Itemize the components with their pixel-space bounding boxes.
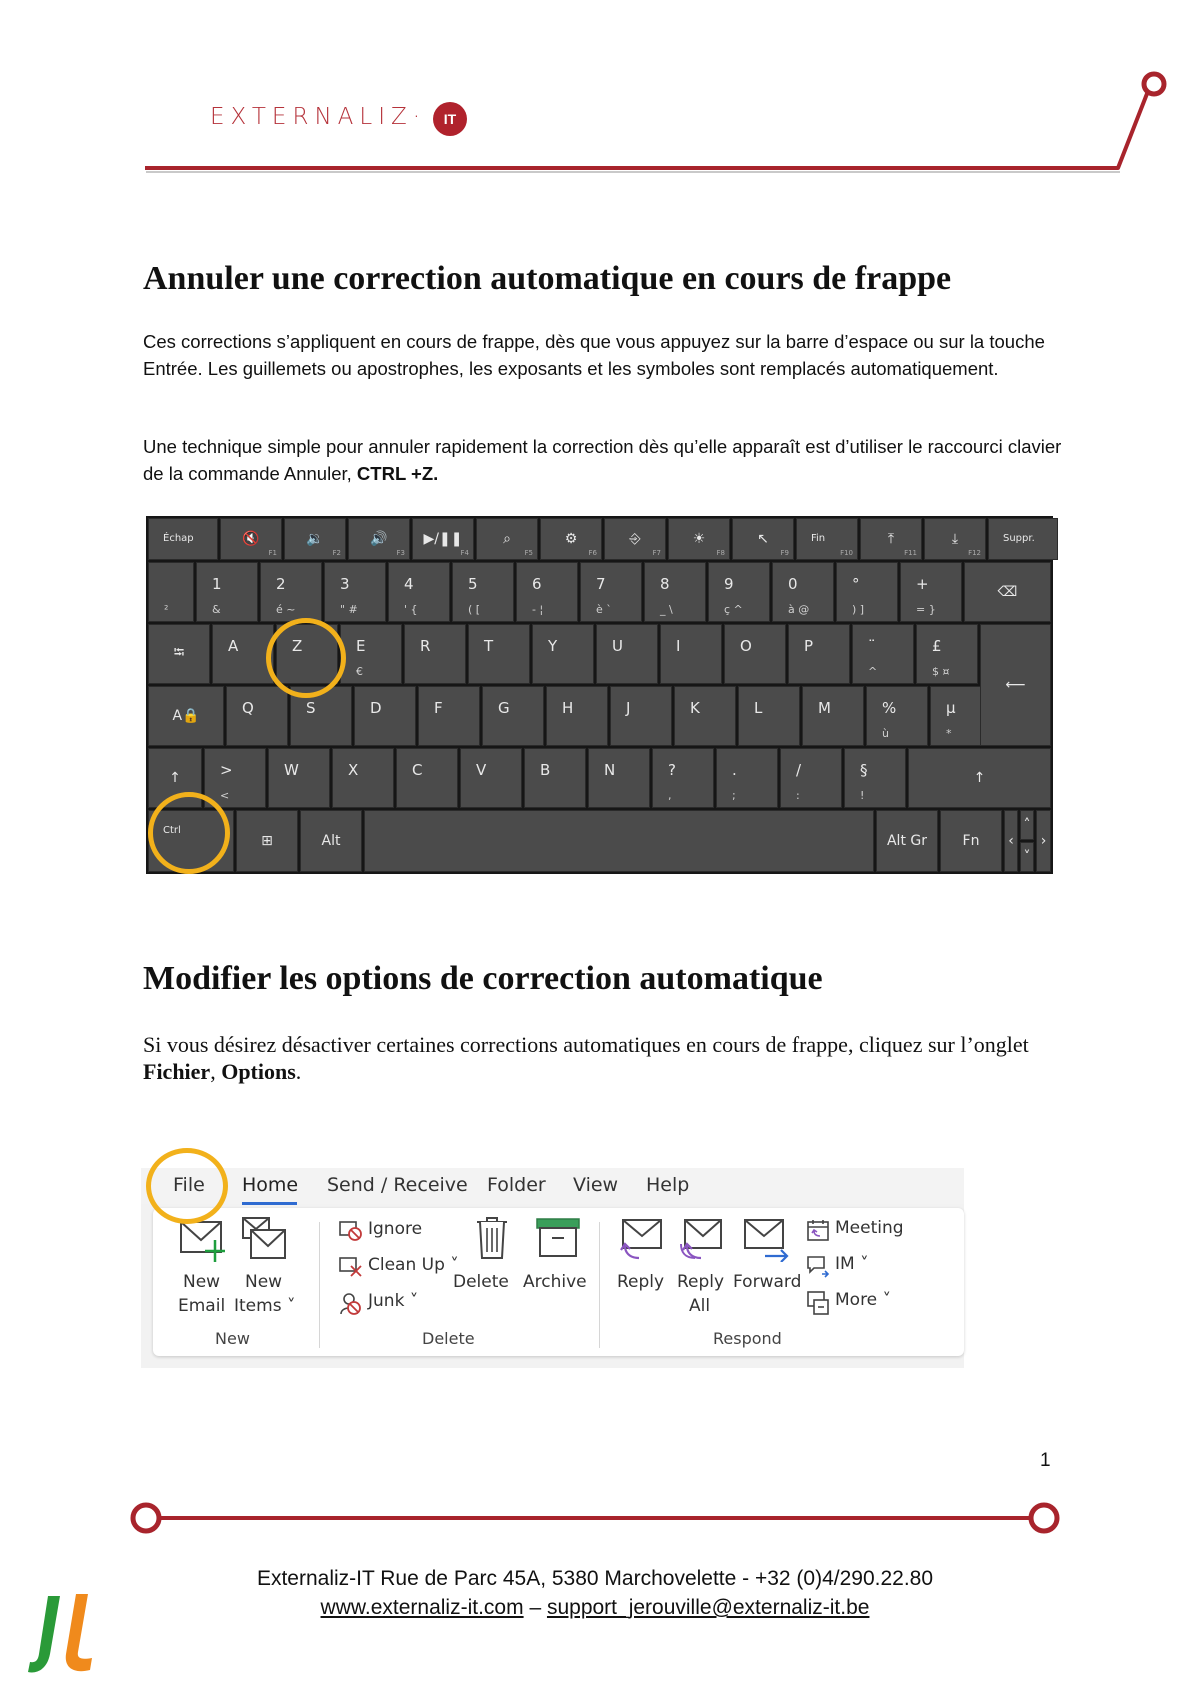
- number-key: [900, 562, 962, 622]
- letter-key-t: [468, 624, 530, 684]
- meeting-icon: [806, 1218, 830, 1242]
- letter-key-o: [724, 624, 786, 684]
- fn-key: [348, 518, 410, 560]
- key-sublabel: ²: [164, 603, 169, 616]
- number-key: [324, 562, 386, 622]
- section1-paragraph2-text: Une technique simple pour annuler rapidement la correction dès qu’elle apparaît est d’utiliser le raccourci clavier de la commande Annuler,: [143, 436, 1062, 484]
- key-label: 8: [660, 575, 670, 593]
- key-label: %: [882, 699, 897, 717]
- letter-key-q: [226, 686, 288, 746]
- key-label: ⎆: [629, 531, 641, 547]
- arrow-right-key: [1036, 810, 1051, 872]
- key-label: 6: [532, 575, 542, 593]
- options-text: Options: [221, 1059, 296, 1084]
- ribbon-panel: [153, 1208, 964, 1356]
- footer-address: Externaliz-IT Rue de Parc 45A, 5380 Marchovelette - +32 (0)4/290.22.80: [256, 1567, 934, 1590]
- key-fn-label: F9: [780, 549, 789, 557]
- reply-icon: [619, 1218, 665, 1262]
- group-respond-label: Respond: [713, 1329, 782, 1348]
- letter-key-g: [482, 686, 544, 746]
- number-key: [452, 562, 514, 622]
- key-sublabel: ;: [732, 789, 736, 802]
- symbol-key: [652, 748, 714, 808]
- reply-all-icon: [679, 1218, 725, 1262]
- key-sublabel: ' {: [404, 603, 418, 616]
- backspace-key: [964, 562, 1051, 622]
- key-label: Suppr.: [1003, 533, 1035, 544]
- key-label: J: [626, 699, 631, 717]
- key-label: ⚙: [564, 531, 578, 547]
- key-label: W: [284, 761, 299, 779]
- key-sublabel: ) ]: [852, 603, 865, 616]
- tab-key: [148, 624, 210, 684]
- archive-label: Archive: [523, 1272, 587, 1292]
- key-label: 1: [212, 575, 222, 593]
- fn-key: [540, 518, 602, 560]
- tab-file[interactable]: File: [173, 1174, 205, 1196]
- letter-key-y: [532, 624, 594, 684]
- fn-key: [220, 518, 282, 560]
- key-sublabel: = }: [916, 603, 936, 616]
- footer-decoration: [0, 1490, 1190, 1540]
- letter-key-p: [788, 624, 850, 684]
- key-label: ⌕: [503, 531, 511, 547]
- key-sublabel: à @: [788, 603, 810, 616]
- fn-key: [860, 518, 922, 560]
- active-tab-indicator: [242, 1202, 297, 1205]
- z-key-highlight: [266, 618, 346, 698]
- key-label: A🔒: [172, 708, 200, 724]
- forward-icon: [743, 1218, 791, 1262]
- key-label: X: [348, 761, 359, 779]
- key-label: §: [860, 761, 868, 779]
- section2-paragraph-text: Si vous désirez désactiver certaines corrections automatiques en cours de frappe, cliquez sur l’onglet: [143, 1032, 1029, 1057]
- key-label: L: [754, 699, 763, 717]
- key-label: Alt Gr: [886, 833, 927, 849]
- key-sublabel: ( [: [468, 603, 481, 616]
- arrow-left-key: [1004, 810, 1018, 872]
- arrow-up-key: [1020, 810, 1034, 840]
- jl-logo: [26, 1592, 98, 1678]
- key-sublabel: *: [946, 727, 952, 740]
- key-label: Q: [242, 699, 254, 717]
- key-sublabel: <: [220, 789, 230, 802]
- file-tab-highlight: [146, 1148, 228, 1224]
- key-sublabel: ,: [668, 789, 672, 802]
- key-label: 🔇: [242, 531, 260, 547]
- tab-view[interactable]: View: [573, 1174, 619, 1196]
- number-key: [644, 562, 706, 622]
- ignore-icon: [339, 1220, 363, 1242]
- alt-gr-key: [876, 810, 938, 872]
- clean-up-label: Clean Up ˅: [368, 1255, 459, 1275]
- key-label: 2: [276, 575, 286, 593]
- fn-key: [924, 518, 986, 560]
- key-label: Ctrl: [163, 825, 181, 836]
- key-label: Y: [548, 637, 558, 655]
- group-separator: [599, 1222, 600, 1348]
- symbol-key: [852, 624, 914, 684]
- caps-lock-key: [148, 686, 224, 746]
- key-sublabel: ç ^: [724, 603, 743, 616]
- tab-home[interactable]: Home: [242, 1174, 299, 1196]
- key-label: E: [356, 637, 366, 655]
- key-label: M: [818, 699, 831, 717]
- number-key: [772, 562, 834, 622]
- key-fn-label: F3: [396, 549, 405, 557]
- logo-badge: IT: [433, 102, 467, 136]
- forward-label: Forward: [733, 1272, 802, 1292]
- new-email-label-2: Email: [178, 1296, 226, 1316]
- key-label: ⌫: [997, 584, 1018, 600]
- symbol-key: [866, 686, 928, 746]
- key-label: ↖: [757, 531, 769, 547]
- key-label: Alt: [321, 833, 341, 849]
- section2-title: Modifier les options de correction automatique: [143, 960, 823, 997]
- key-label: F: [434, 699, 443, 717]
- key-label: .: [732, 761, 737, 779]
- section1-paragraph1: Ces corrections s’appliquent en cours de frappe, dès que vous appuyez sur la barre d’espace ou sur la touche Entrée. Les guillemets ou apostrophes, les exposants et les symboles sont remplacés automatiquement.: [143, 331, 1045, 379]
- key-fn-label: F6: [588, 549, 597, 557]
- key-label: ›: [1040, 833, 1047, 849]
- header-decoration: [0, 0, 1190, 190]
- key-label: ⤒: [887, 531, 895, 547]
- key-label: ⊞: [261, 833, 273, 849]
- key-fn-label: F1: [268, 549, 277, 557]
- key-fn-label: F11: [904, 549, 917, 557]
- key-label: 7: [596, 575, 606, 593]
- number-key: [708, 562, 770, 622]
- right-shift-key: [908, 748, 1051, 808]
- key-label: ˅: [1023, 849, 1031, 865]
- fn-key: [476, 518, 538, 560]
- alt-key: [300, 810, 362, 872]
- letter-key-a: [212, 624, 274, 684]
- key-label: ↑: [169, 770, 181, 786]
- letter-key-j: [610, 686, 672, 746]
- section1-paragraph2: [143, 433, 1063, 487]
- key-fn-label: F10: [840, 549, 853, 557]
- key-label: µ: [946, 699, 956, 717]
- letter-key-n: [588, 748, 650, 808]
- key-label: ?: [668, 761, 676, 779]
- number-key: [836, 562, 898, 622]
- key-label: D: [370, 699, 382, 717]
- im-label: IM ˅: [835, 1254, 869, 1274]
- fn-key: [796, 518, 858, 560]
- key-label: 🔉: [306, 531, 324, 547]
- key-label: 0: [788, 575, 798, 593]
- key-label: ‹: [1008, 833, 1014, 849]
- ctrl-key-highlight: [148, 792, 230, 874]
- group-new-label: New: [215, 1329, 250, 1348]
- archive-icon: [536, 1218, 580, 1258]
- key-sublabel: ^: [868, 665, 878, 678]
- key-sublabel: - ¦: [532, 603, 544, 616]
- key-label: V: [476, 761, 487, 779]
- fn-key: [284, 518, 346, 560]
- footer-links: [0, 1596, 1190, 1620]
- group-delete-label: Delete: [422, 1329, 475, 1348]
- key-label: ☀: [692, 531, 706, 547]
- key-fn-label: F2: [332, 549, 341, 557]
- new-email-label-1: New: [183, 1272, 221, 1292]
- letter-key-i: [660, 624, 722, 684]
- letter-key-h: [546, 686, 608, 746]
- key-sublabel: è `: [596, 603, 612, 616]
- key-label: >: [220, 761, 233, 779]
- key-label: Échap: [163, 533, 194, 544]
- clean-up-icon: [339, 1256, 363, 1278]
- key-label: £: [932, 637, 942, 655]
- symbol-key: [716, 748, 778, 808]
- key-sublabel: &: [212, 603, 221, 616]
- trash-icon: [475, 1216, 509, 1260]
- key-label: A: [228, 637, 239, 655]
- key-fn-label: F4: [460, 549, 469, 557]
- key-label: ⟵: [1005, 677, 1026, 693]
- number-key: [388, 562, 450, 622]
- fn-modifier-key: [940, 810, 1002, 872]
- key-label: N: [604, 761, 616, 779]
- keyboard-image: [146, 516, 1053, 874]
- key-label: ˄: [1023, 817, 1031, 833]
- meeting-label: Meeting: [835, 1218, 904, 1238]
- key-fn-label: F12: [968, 549, 981, 557]
- symbol-key: [844, 748, 906, 808]
- key-sublabel: _ \: [660, 603, 673, 616]
- ignore-label: Ignore: [368, 1219, 423, 1239]
- fn-key: [732, 518, 794, 560]
- letter-key-m: [802, 686, 864, 746]
- shortcut-text: CTRL +Z.: [356, 463, 439, 484]
- windows-key: [236, 810, 298, 872]
- key-sublabel: é ~: [276, 603, 296, 616]
- junk-icon: [339, 1292, 363, 1316]
- key-label: 3: [340, 575, 350, 593]
- key-sublabel: !: [860, 789, 865, 802]
- key-label: C: [412, 761, 423, 779]
- key-label: °: [852, 575, 860, 593]
- key-label: Z: [292, 637, 303, 655]
- key-label: +: [916, 575, 929, 593]
- key-label: 4: [404, 575, 414, 593]
- letter-key-l: [738, 686, 800, 746]
- fn-key: [148, 518, 218, 560]
- key-sublabel: €: [356, 665, 363, 678]
- footer-separator: –: [529, 1596, 542, 1619]
- key-label: H: [562, 699, 574, 717]
- letter-key-x: [332, 748, 394, 808]
- company-logo: [210, 100, 470, 146]
- letter-key-b: [524, 748, 586, 808]
- key-label: U: [612, 637, 623, 655]
- key-label: I: [676, 637, 681, 655]
- letter-key-f: [418, 686, 480, 746]
- key-fn-label: F8: [716, 549, 725, 557]
- section2-paragraph: Si vous désirez désactiver certaines corrections automatiques en cours de frappe, cliquez sur l’onglet Fichier, Options.: [143, 1032, 1029, 1084]
- logo-wordmark: EXTERNALIZ·: [210, 104, 427, 130]
- website-link[interactable]: www.externaliz-it.com: [320, 1596, 524, 1619]
- page-number: 1: [1040, 1450, 1051, 1471]
- key-label: Fn: [962, 833, 980, 849]
- letter-key-c: [396, 748, 458, 808]
- new-items-label-2: Items ˅: [234, 1296, 296, 1316]
- key-label: 9: [724, 575, 734, 593]
- reply-all-label-1: Reply: [677, 1272, 725, 1292]
- letter-key-e: [340, 624, 402, 684]
- im-icon: [806, 1254, 830, 1278]
- key-label: G: [498, 699, 510, 717]
- fn-key: [668, 518, 730, 560]
- key-label: ⤓: [951, 531, 959, 547]
- outlook-ribbon: [141, 1168, 964, 1368]
- letter-key-d: [354, 686, 416, 746]
- letter-key-w: [268, 748, 330, 808]
- number-key: [580, 562, 642, 622]
- key-label: ▶/❚❚: [423, 531, 463, 547]
- key-sublabel: " #: [340, 603, 358, 616]
- new-items-icon: [241, 1216, 289, 1264]
- key-label: ¨: [868, 637, 876, 655]
- number-key: [516, 562, 578, 622]
- reply-all-label-2: All: [689, 1296, 711, 1316]
- key-sublabel: ù: [882, 727, 889, 740]
- key-label: 5: [468, 575, 478, 593]
- key-label: T: [484, 637, 494, 655]
- key-label: ⭾: [173, 645, 185, 661]
- enter-key: [980, 624, 1051, 746]
- symbol-key: [916, 624, 978, 684]
- letter-key-u: [596, 624, 658, 684]
- tab-help[interactable]: Help: [646, 1174, 690, 1196]
- key-label: 🔊: [370, 531, 388, 547]
- key-fn-label: F5: [524, 549, 533, 557]
- key-label: /: [796, 761, 802, 779]
- email-link[interactable]: support_jerouville@externaliz-it.be: [546, 1596, 870, 1619]
- arrow-down-key: [1020, 842, 1034, 872]
- fn-key: [604, 518, 666, 560]
- key-sublabel: :: [796, 789, 800, 802]
- group-separator: [319, 1222, 320, 1348]
- space-key: [364, 810, 874, 872]
- ribbon-tabs: [141, 1168, 964, 1204]
- section1-title: Annuler une correction automatique en cours de frappe: [143, 260, 952, 297]
- tab-send-receive[interactable]: Send / Receive: [327, 1174, 468, 1196]
- more-icon: [806, 1290, 830, 1316]
- key-label: K: [690, 699, 700, 717]
- letter-key-k: [674, 686, 736, 746]
- tab-folder[interactable]: Folder: [487, 1174, 546, 1196]
- key-label: ↑: [973, 770, 986, 786]
- number-key: [196, 562, 258, 622]
- letter-key-v: [460, 748, 522, 808]
- number-key: [148, 562, 194, 622]
- key-fn-label: F7: [652, 549, 661, 557]
- key-label: Fin: [811, 533, 826, 544]
- key-sublabel: $ ¤: [932, 665, 950, 678]
- fn-key: [412, 518, 474, 560]
- key-label: O: [740, 637, 752, 655]
- reply-label: Reply: [617, 1272, 665, 1292]
- letter-key-r: [404, 624, 466, 684]
- delete-label: Delete: [453, 1272, 509, 1292]
- symbol-key: [780, 748, 842, 808]
- number-key: [260, 562, 322, 622]
- junk-label: Junk ˅: [368, 1291, 419, 1311]
- new-email-icon: [179, 1218, 227, 1264]
- key-label: P: [804, 637, 814, 655]
- key-label: B: [540, 761, 551, 779]
- fn-key: [988, 518, 1058, 560]
- key-label: R: [420, 637, 431, 655]
- key-label: S: [306, 699, 316, 717]
- more-label: More ˅: [835, 1290, 892, 1310]
- fichier-text: Fichier: [143, 1059, 211, 1084]
- new-items-label-1: New: [245, 1272, 283, 1292]
